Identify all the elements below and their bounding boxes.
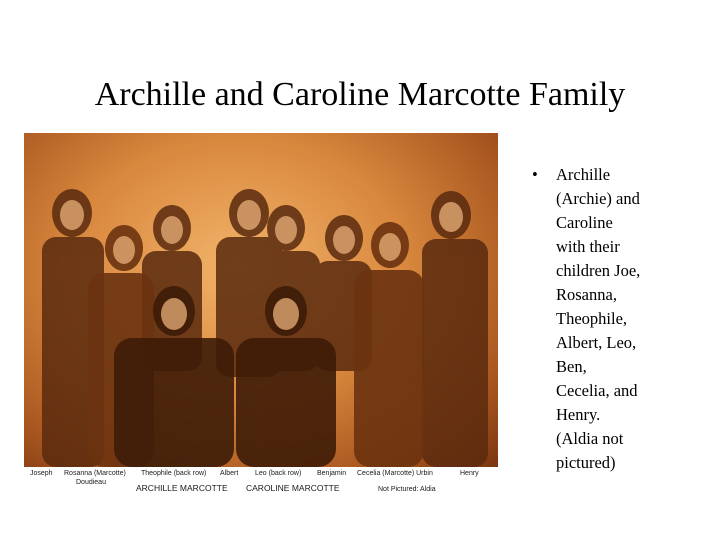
caption-leo: Leo (back row)	[255, 470, 302, 477]
bullet-list	[532, 163, 712, 475]
family-photo-figures	[24, 133, 498, 467]
bullet-icon: •	[532, 165, 538, 184]
bullet-line: (Aldia not	[556, 429, 624, 448]
caption-rosanna-line2: Doudieau	[76, 479, 106, 486]
bullet-line: Caroline	[556, 213, 613, 232]
photo-caption	[24, 467, 498, 497]
bullet-line: Albert, Leo,	[556, 333, 637, 352]
bullet-line: Ben,	[556, 357, 587, 376]
caption-cecelia: Cecelia (Marcotte) Urbin	[357, 470, 433, 477]
bullet-line: Henry.	[556, 405, 601, 424]
caption-albert: Albert	[220, 470, 239, 477]
bullet-line: pictured)	[556, 453, 616, 472]
bullet-line: children Joe,	[556, 261, 641, 280]
bullet-line: with their	[556, 237, 620, 256]
caption-caroline: CAROLINE MARCOTTE	[246, 483, 340, 493]
caption-rosanna-line1: Rosanna (Marcotte)	[64, 470, 126, 477]
bullet-line: Archille	[556, 165, 611, 184]
caption-not-pictured: Not Pictured: Aldia	[378, 486, 436, 493]
slide-title: Archille and Caroline Marcotte Family	[94, 76, 626, 113]
caption-archille: ARCHILLE MARCOTTE	[136, 483, 228, 493]
caption-theophile: Theophile (back row)	[141, 470, 207, 477]
caption-joseph: Joseph	[30, 470, 53, 477]
bullet-line: Rosanna,	[556, 285, 617, 304]
caption-benjamin: Benjamin	[317, 470, 347, 477]
family-photo	[24, 133, 498, 467]
bullet-line: Theophile,	[556, 309, 628, 328]
bullet-line: Cecelia, and	[556, 381, 638, 400]
caption-henry: Henry	[460, 470, 479, 477]
bullet-item	[532, 163, 712, 475]
bullet-line: (Archie) and	[556, 189, 640, 208]
